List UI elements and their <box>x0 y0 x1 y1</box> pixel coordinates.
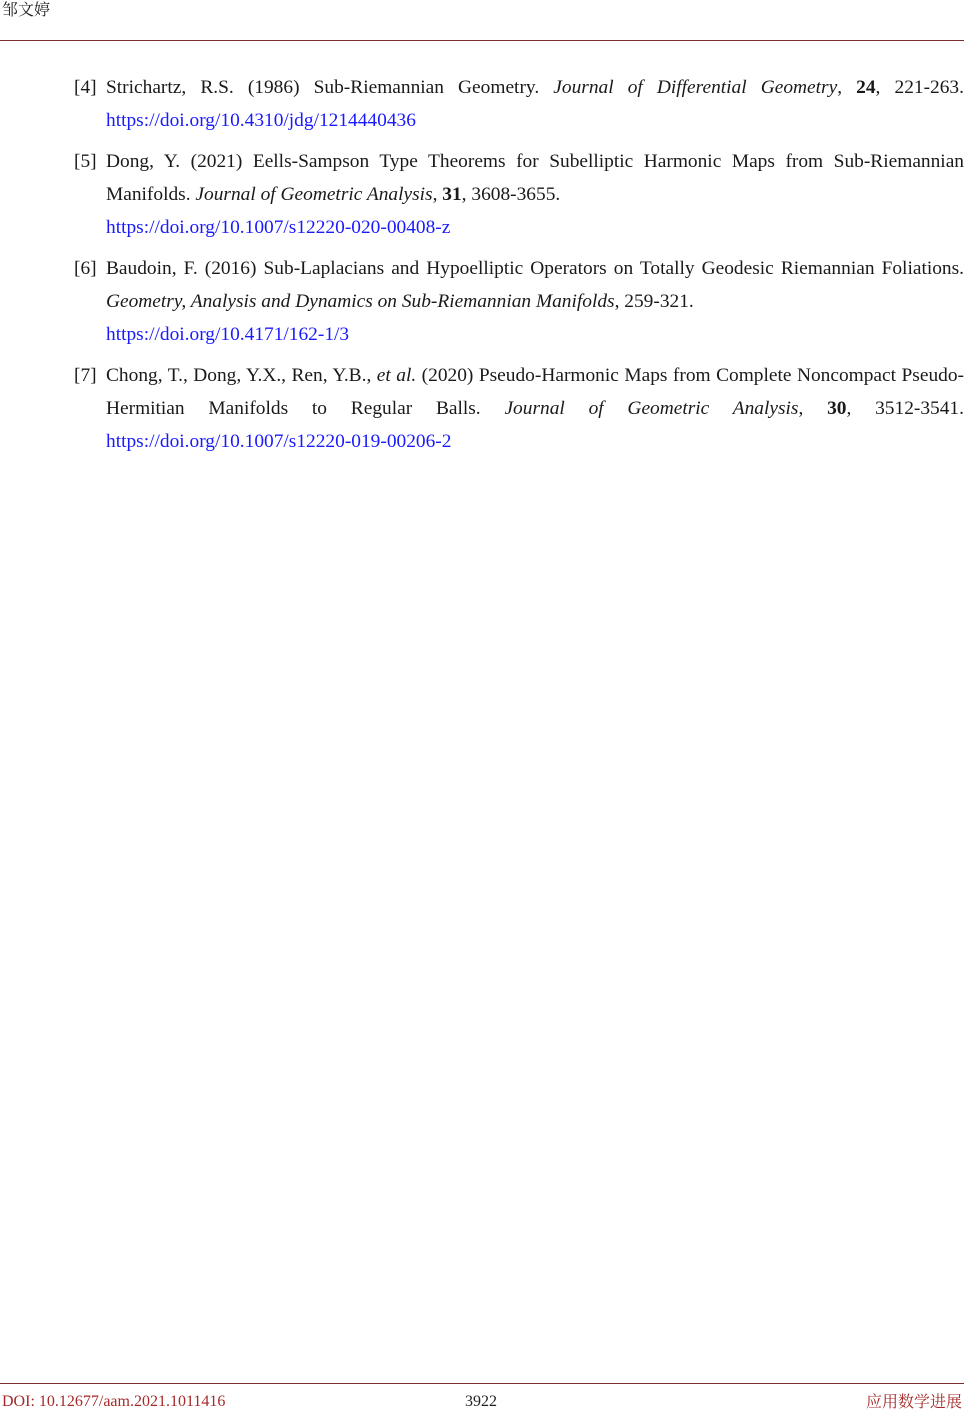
footer-divider <box>0 1383 964 1384</box>
reference-text <box>106 145 964 244</box>
running-header-author: 邹文婷 <box>2 0 51 19</box>
reference-number: [7] <box>74 365 97 386</box>
header-divider <box>0 40 964 41</box>
reference-list <box>74 71 964 466</box>
reference-doi-link[interactable]: https://doi.org/10.1007/s12220-020-00408-z <box>106 217 451 238</box>
reference-authors: Chong, T., Dong, Y.X., Ren, Y.B., <box>106 365 377 386</box>
reference-authors: Baudoin, F. (2016) Sub-Laplacians and Hypoelliptic Operators on Totally Geodesic Riemannian Foliations. <box>106 258 964 279</box>
reference-doi-link[interactable]: https://doi.org/10.1007/s12220-019-00206-2 <box>106 431 452 452</box>
reference-separator: , <box>837 77 857 98</box>
reference-item <box>74 359 964 458</box>
footer-journal-name: 应用数学进展 <box>865 1392 962 1411</box>
reference-pages: , 3608-3655. <box>461 184 561 205</box>
reference-pages: , 221-263. <box>875 77 964 98</box>
reference-venue: Geometry, Analysis and Dynamics on Sub-Riemannian Manifolds <box>106 291 615 312</box>
reference-authors: Dong, Y. (2021) Eells-Sampson Type Theorems for Subelliptic Harmonic Maps from Sub-Riemannian Manifolds. <box>106 151 964 205</box>
reference-volume: 30 <box>827 398 847 419</box>
page-number: 3922 <box>465 1393 497 1410</box>
reference-number: [6] <box>74 258 97 279</box>
reference-text <box>106 359 964 458</box>
reference-authors: Strichartz, R.S. (1986) Sub-Riemannian Geometry. <box>106 77 554 98</box>
reference-item <box>74 145 964 244</box>
reference-volume: 31 <box>442 184 462 205</box>
reference-pages: , 3512-3541. <box>846 398 964 419</box>
reference-number: [4] <box>74 77 97 98</box>
reference-number: [5] <box>74 151 97 172</box>
footer-doi: DOI: 10.12677/aam.2021.1011416 <box>2 1393 226 1410</box>
reference-venue: Journal of Geometric Analysis <box>195 184 433 205</box>
reference-authors-cont: (2020) Pseudo-Harmonic Maps from Complete Noncompact Pseudo-Hermitian Manifolds to Regular Balls. <box>106 365 964 419</box>
reference-item <box>74 252 964 351</box>
reference-separator: , <box>798 398 828 419</box>
reference-doi-link[interactable]: https://doi.org/10.4310/jdg/1214440436 <box>106 110 416 131</box>
reference-text <box>106 71 964 137</box>
reference-et-al: et al. <box>376 365 417 386</box>
reference-venue: Journal of Geometric Analysis <box>504 398 799 419</box>
reference-pages: , 259-321. <box>614 291 694 312</box>
reference-separator: , <box>432 184 443 205</box>
reference-text <box>106 252 964 351</box>
reference-doi-link[interactable]: https://doi.org/10.4171/162-1/3 <box>106 324 350 345</box>
reference-item <box>74 71 964 137</box>
reference-venue: Journal of Differential Geometry <box>553 77 838 98</box>
reference-volume: 24 <box>856 77 876 98</box>
